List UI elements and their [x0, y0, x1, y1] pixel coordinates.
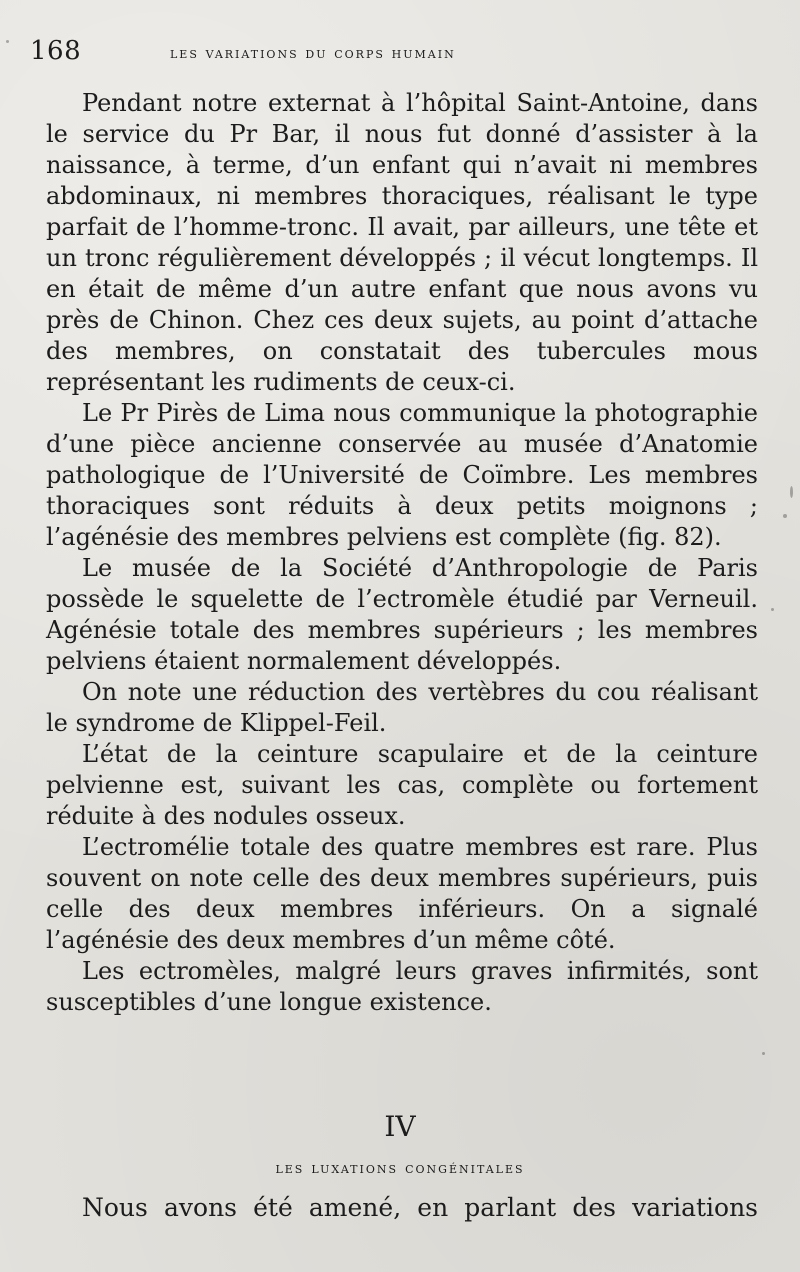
paragraph-5: L’état de la ceinture scapulaire et de la ceinture pelvienne est, suivant les cas, complète ou fortement réduite à des nodules osseux.	[46, 740, 758, 830]
paragraph-6: L’ectromélie totale des quatre membres est rare. Plus souvent on note celle des deux membres supérieurs, puis celle des deux membres inférieurs. On a signalé l’agénésie des deux membres d’un même côté.	[46, 833, 758, 954]
paragraph-2: Le Pr Pirès de Lima nous communique la photographie d’une pièce ancienne conservée au musée d’Anatomie pathologique de l’Université de Coïmbre. Les membres thoraciques sont réduits à deux petits moignons ; l’agénésie des membres pelviens est complète (fig. 82).	[46, 399, 758, 551]
paper-speck	[783, 514, 787, 518]
body-text	[46, 88, 758, 1018]
paper-speck	[6, 40, 9, 43]
paragraph-1: Pendant notre externat à l’hôpital Saint-Antoine, dans le service du Pr Bar, il nous fut donné d’assister à la naissance, à terme, d’un enfant qui n’avait ni membres abdominaux, ni membres thoraciques, réalisant le type parfait de l’homme-tronc. Il avait, par ailleurs, une tête et un tronc régulièrement développés ; il vécut longtemps. Il en était de même d’un autre enfant que nous avons vu près de Chinon. Chez ces deux sujets, au point d’attache des membres, on constatait des tubercules mous représentant les rudiments de ceux-ci.	[46, 89, 758, 396]
paper-speck	[771, 608, 774, 611]
paragraph-7: Les ectromèles, malgré leurs graves infirmités, sont susceptibles d’une longue existence.	[46, 957, 758, 1016]
paper-speck	[762, 1052, 765, 1055]
running-title: les variations du corps humain	[170, 44, 456, 62]
page-header	[30, 36, 770, 66]
section-number: IV	[384, 1110, 416, 1143]
paragraph-3: Le musée de la Société d’Anthropologie de Paris possède le squelette de l’ectromèle étudié par Verneuil. Agénésie totale des membres supérieurs ; les membres pelviens étaient normalement développés.	[46, 554, 758, 675]
paragraph-4: On note une réduction des vertèbres du cou réalisant le syndrome de Klippel-Feil.	[46, 678, 758, 737]
paper-speck	[790, 486, 793, 498]
page-number: 168	[30, 36, 82, 66]
section-title: les luxations congénitales	[275, 1158, 525, 1177]
section-first-line: Nous avons été amené, en parlant des variations	[82, 1193, 758, 1222]
